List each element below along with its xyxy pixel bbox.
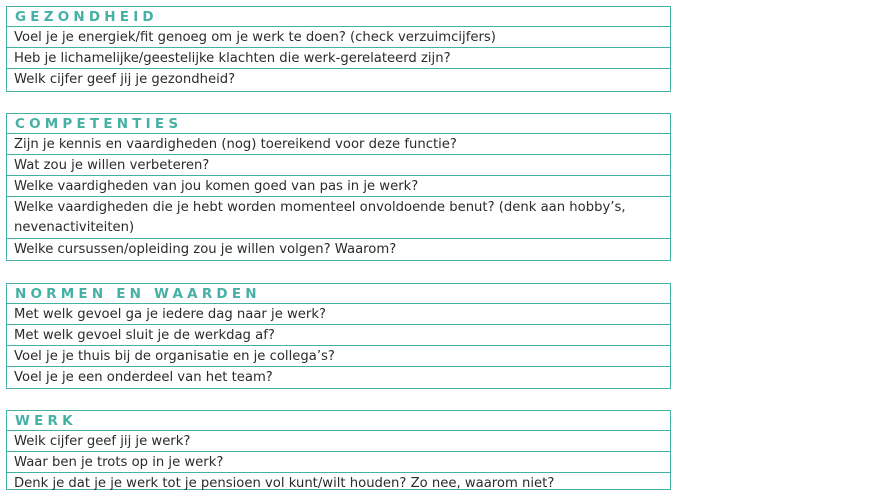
- question-row: Welke cursussen/opleiding zou je willen volgen? Waarom?: [14, 242, 397, 257]
- question-row: Welke vaardigheden van jou komen goed van pas in je werk?: [7, 176, 670, 197]
- question-row: Voel je je thuis bij de organisatie en je collega’s?: [7, 346, 670, 367]
- question-row: Voel je je energiek/fit genoeg om je werk te doen? (check verzuimcijfers): [7, 27, 670, 48]
- question-row: Welk cijfer geef jij je werk?: [7, 431, 670, 452]
- section-title: GEZONDHEID: [7, 7, 670, 27]
- section-title: WERK: [7, 411, 670, 431]
- question-row: Heb je lichamelijke/geestelijke klachten die werk-gerelateerd zijn?: [7, 48, 670, 69]
- question-row: Voel je je een onderdeel van het team?: [14, 370, 273, 385]
- question-row: Wat zou je willen verbeteren?: [7, 155, 670, 176]
- section-normen-en-waarden: [6, 283, 671, 389]
- question-row: Met welk gevoel sluit je de werkdag af?: [7, 325, 670, 346]
- question-row: Met welk gevoel ga je iedere dag naar je werk?: [7, 304, 670, 325]
- question-row: Waar ben je trots op in je werk?: [7, 452, 670, 473]
- question-row: Welk cijfer geef jij je gezondheid?: [14, 72, 236, 87]
- question-row: Denk je dat je je werk tot je pensioen vol kunt/wilt houden? Zo nee, waarom niet?: [14, 476, 555, 491]
- section-title: COMPETENTIES: [7, 114, 670, 134]
- section-title: NORMEN EN WAARDEN: [7, 284, 670, 304]
- section-werk: [6, 410, 671, 490]
- question-row: Welke vaardigheden die je hebt worden momenteel onvoldoende benut? (denk aan hobby’s, nevenactiviteiten): [7, 197, 670, 239]
- question-row: Zijn je kennis en vaardigheden (nog) toereikend voor deze functie?: [7, 134, 670, 155]
- section-gezondheid: [6, 6, 671, 92]
- section-competenties: [6, 113, 671, 261]
